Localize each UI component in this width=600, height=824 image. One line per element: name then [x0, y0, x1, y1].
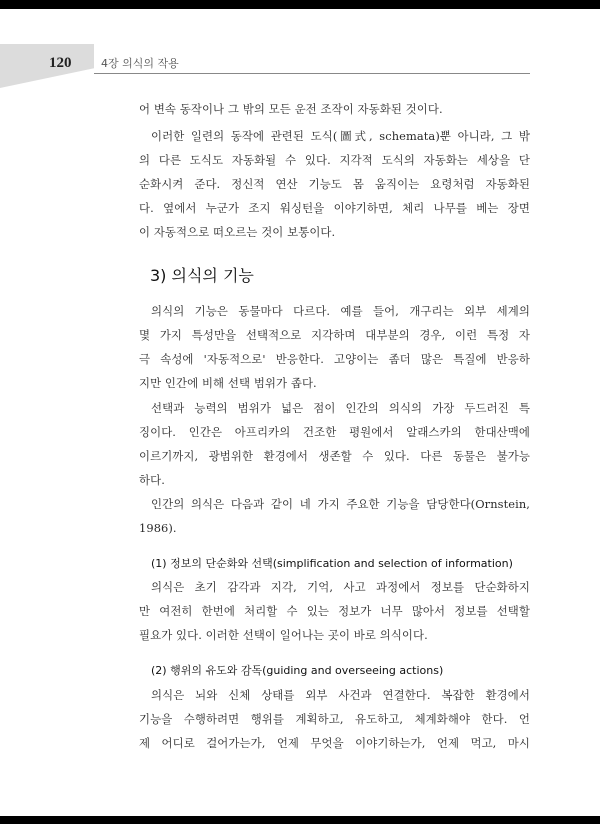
text-line: 만 여전히 한번에 처리할 수 있는 정보가 너무 많아서 정보를 선택할 [139, 604, 530, 618]
text-line: 의식의 기능은 동물마다 다르다. 예를 들어, 개구리는 외부 세계의 [151, 304, 530, 318]
text-line: 의식은 초기 감각과 지각, 기억, 사고 과정에서 정보를 단순화하지 [151, 580, 530, 594]
text-line: 지만 인간에 비해 선택 범위가 좁다. [139, 376, 317, 390]
text-line: 선택과 능력의 범위가 넓은 점이 인간의 의식의 가장 두드러진 특 [151, 401, 530, 415]
text-line: 어 변속 동작이나 그 밖의 모든 운전 조작이 자동화된 것이다. [139, 102, 443, 116]
text-line: 몇 가지 특성만을 선택적으로 지각하며 대부분의 경우, 이런 특정 자 [139, 328, 530, 342]
bottom-border [0, 816, 600, 824]
text-line: 극 속성에 '자동적으로' 반응한다. 고양이는 좀더 많은 특질에 반응하 [139, 352, 530, 366]
text-line: 이르기까지, 광범위한 환경에서 생존할 수 있다. 다른 동물은 불가능 [139, 449, 530, 463]
text-line: 1986). [139, 521, 177, 535]
text-line: 인간의 의식은 다음과 같이 네 가지 주요한 기능을 담당한다(Ornstein, [151, 497, 530, 511]
subsection-heading: (2) 행위의 유도와 감독(guiding and overseeing actions) [151, 664, 444, 677]
section-heading: 3) 의식의 기능 [150, 266, 254, 285]
text-line: 기능을 수행하려면 행위를 계획하고, 유도하고, 체계화해야 한다. 언 [139, 712, 530, 726]
running-head: 4장 의식의 작용 [101, 57, 179, 70]
text-line: 이러한 일련의 동작에 관련된 도식(圖式, schemata)뿐 아니라, 그 밖 [151, 129, 530, 143]
page-number-tab [0, 44, 94, 88]
text-line: 다. 옆에서 누군가 조지 워싱턴을 이야기하면, 체리 나무를 베는 장면 [139, 201, 530, 215]
top-border [0, 0, 600, 9]
text-line: 순화시켜 준다. 정신적 연산 기능도 몸 움직이는 요령처럼 자동화된 [139, 177, 530, 191]
text-line: 필요가 있다. 이러한 선택이 일어나는 곳이 바로 의식이다. [139, 628, 428, 642]
page-number: 120 [49, 55, 72, 71]
header-rule [94, 73, 530, 74]
text-line: 징이다. 인간은 아프리카의 건조한 평원에서 알래스카의 한대산맥에 [139, 425, 530, 439]
text-line: 이 자동적으로 떠오르는 것이 보통이다. [139, 225, 336, 239]
text-line: 하다. [139, 473, 165, 487]
text-line: 의식은 뇌와 신체 상태를 외부 사건과 연결한다. 복잡한 환경에서 [151, 688, 530, 702]
subsection-heading: (1) 정보의 단순화와 선택(simplification and selection of information) [151, 557, 513, 570]
text-line: 의 다른 도식도 자동화될 수 있다. 지각적 도식의 자동화는 세상을 단 [139, 153, 530, 167]
text-line: 제 어디로 걸어가는가, 언제 무엇을 이야기하는가, 언제 먹고, 마시 [139, 736, 530, 750]
